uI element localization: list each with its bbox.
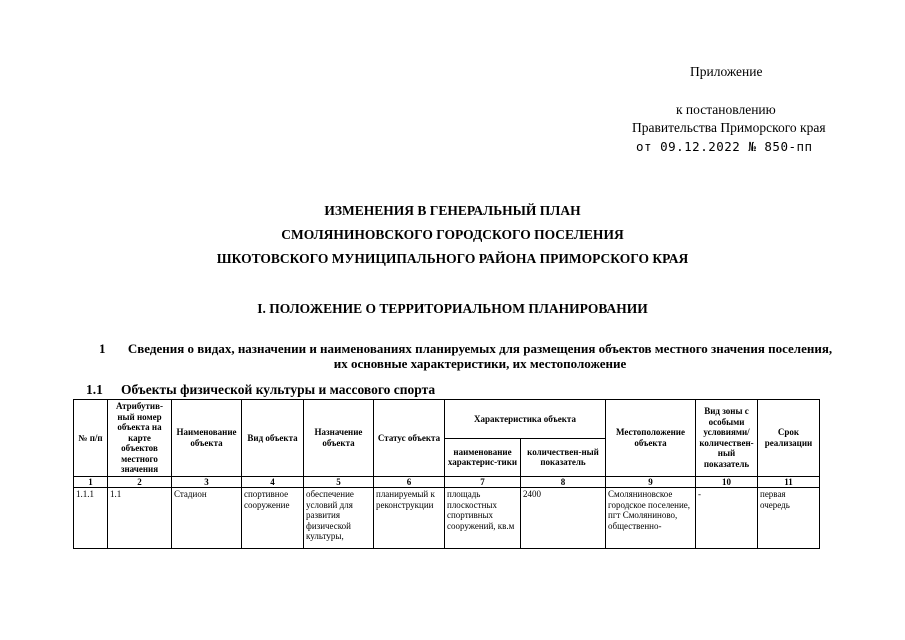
header-type: Вид объекта	[242, 400, 304, 477]
header-location: Местоположение объекта	[606, 400, 696, 477]
subsection-heading: Объекты физической культуры и массового спорта	[121, 382, 436, 397]
header-char-qty: количествен-ный показатель	[521, 439, 606, 476]
paragraph-number: 1	[99, 341, 106, 356]
cell-char-qty: 2400	[521, 488, 606, 549]
section-heading: I. ПОЛОЖЕНИЕ О ТЕРРИТОРИАЛЬНОМ ПЛАНИРОВАНИИ	[257, 301, 648, 316]
column-number: 11	[758, 476, 820, 488]
header-status: Статус объекта	[374, 400, 445, 477]
cell-attr: 1.1	[108, 488, 172, 549]
header-name: Наименование объекта	[172, 400, 242, 477]
cell-purpose: обеспечение условий для развития физической культуры,	[304, 488, 374, 549]
header-attr: Атрибутив-ный номер объекта на карте объектов местного значения	[108, 400, 172, 477]
column-number: 10	[696, 476, 758, 488]
subsection-number: 1.1	[86, 382, 103, 397]
column-number: 7	[445, 476, 521, 488]
column-number-row	[74, 476, 820, 488]
table-header-row	[74, 400, 820, 439]
column-number: 4	[242, 476, 304, 488]
objects-table	[73, 399, 820, 549]
column-number: 9	[606, 476, 696, 488]
resolution-date-number: от 09.12.2022 № 850-пп	[636, 139, 813, 154]
header-term: Срок реализации	[758, 400, 820, 477]
header-characteristics: Характеристика объекта	[445, 400, 606, 439]
header-purpose: Назначение объекта	[304, 400, 374, 477]
table-row	[74, 488, 820, 549]
header-zone: Вид зоны с особыми условиями/ количествен-ный показатель	[696, 400, 758, 477]
appendix-label: Приложение	[690, 64, 763, 79]
cell-location: Смоляниновское городское поселение, пгт Смоляниново, общественно-	[606, 488, 696, 549]
column-number: 3	[172, 476, 242, 488]
document-title-line-3: ШКОТОВСКОГО МУНИЦИПАЛЬНОГО РАЙОНА ПРИМОРСКОГО КРАЯ	[216, 251, 689, 266]
cell-num: 1.1.1	[74, 488, 108, 549]
cell-type: спортивное сооружение	[242, 488, 304, 549]
column-number: 2	[108, 476, 172, 488]
column-number: 6	[374, 476, 445, 488]
cell-zone: -	[696, 488, 758, 549]
header-char-name: наименование характерис-тики	[445, 439, 521, 476]
government-label: Правительства Приморского края	[632, 120, 826, 135]
column-number: 1	[74, 476, 108, 488]
column-number: 8	[521, 476, 606, 488]
cell-status: планируемый к реконструкции	[374, 488, 445, 549]
document-title-line-2: СМОЛЯНИНОВСКОГО ГОРОДСКОГО ПОСЕЛЕНИЯ	[281, 227, 624, 242]
header-num: № п/п	[74, 400, 108, 477]
to-resolution-label: к постановлению	[676, 102, 776, 117]
cell-term: первая очередь	[758, 488, 820, 549]
cell-char-name: площадь плоскостных спортивных сооружений, кв.м	[445, 488, 521, 549]
column-number: 5	[304, 476, 374, 488]
document-title-line-1: ИЗМЕНЕНИЯ В ГЕНЕРАЛЬНЫЙ ПЛАН	[324, 203, 581, 218]
cell-name: Стадион	[172, 488, 242, 549]
paragraph-heading: Сведения о видах, назначении и наименованиях планируемых для размещения объектов местного значения поселения, их основные характеристики, их местоположение	[127, 341, 833, 371]
